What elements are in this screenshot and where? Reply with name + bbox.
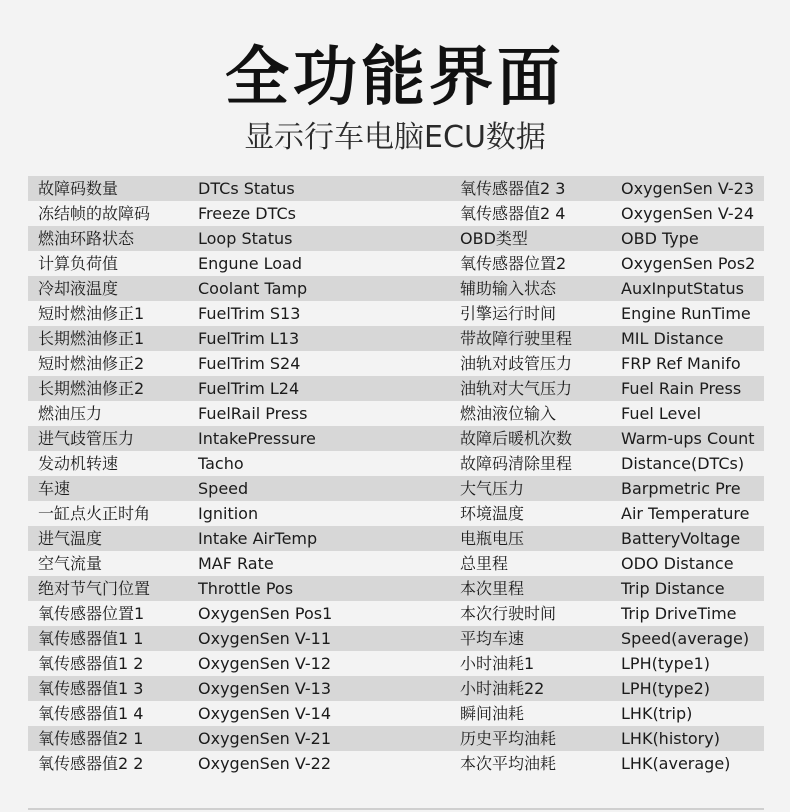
param-name-cn-right: 故障后暖机次数 <box>460 429 573 448</box>
param-name-cn-left: 燃油环路状态 <box>38 229 135 248</box>
table-row <box>28 701 764 726</box>
param-name-en-left: Throttle Pos <box>198 579 294 598</box>
param-name-en-right: FRP Ref Manifo <box>621 354 741 373</box>
param-name-en-right: Speed(average) <box>621 629 750 648</box>
param-name-cn-left: 冻结帧的故障码 <box>38 204 151 223</box>
param-name-cn-left: 空气流量 <box>38 554 103 573</box>
param-name-en-right: Warm-ups Count <box>621 429 755 448</box>
param-name-en-right: OxygenSen Pos2 <box>621 254 756 273</box>
param-name-en-left: Coolant Tamp <box>198 279 308 298</box>
table-row <box>28 751 764 776</box>
param-name-cn-left: 氧传感器值2 2 <box>38 754 144 773</box>
param-name-cn-right: 氧传感器值2 4 <box>460 204 566 223</box>
param-name-en-left: OxygenSen Pos1 <box>198 604 333 623</box>
param-name-cn-right: 环境温度 <box>460 504 525 523</box>
param-name-cn-right: 引擎运行时间 <box>460 304 557 323</box>
param-name-en-right: Barpmetric Pre <box>621 479 741 498</box>
param-name-en-left: Freeze DTCs <box>198 204 296 223</box>
param-name-cn-left: 冷却液温度 <box>38 279 119 298</box>
param-name-cn-right: 油轨对大气压力 <box>460 379 573 398</box>
param-name-en-left: MAF Rate <box>198 554 274 573</box>
param-name-cn-right: 氧传感器值2 3 <box>460 179 566 198</box>
param-name-cn-right: 油轨对歧管压力 <box>460 354 573 373</box>
param-name-cn-left: 氧传感器值1 1 <box>38 629 144 648</box>
param-name-en-right: BatteryVoltage <box>621 529 741 548</box>
param-name-cn-right: 总里程 <box>460 554 509 573</box>
table-row <box>28 576 764 601</box>
ecu-data-table <box>28 176 764 776</box>
page-subtitle: 显示行车电脑ECU数据 <box>244 120 546 155</box>
table-row <box>28 551 764 576</box>
param-name-en-right: OxygenSen V-24 <box>621 204 755 223</box>
table-row <box>28 676 764 701</box>
table-row <box>28 726 764 751</box>
param-name-cn-left: 氧传感器位置1 <box>38 604 145 623</box>
table-row <box>28 651 764 676</box>
table-row <box>28 426 764 451</box>
param-name-en-right: Fuel Rain Press <box>621 379 742 398</box>
param-name-cn-right: 平均车速 <box>460 629 525 648</box>
param-name-cn-left: 短时燃油修正2 <box>38 354 145 373</box>
table-row <box>28 226 764 251</box>
param-name-en-right: AuxInputStatus <box>621 279 744 298</box>
param-name-en-right: LHK(trip) <box>621 704 693 723</box>
param-name-en-left: OxygenSen V-12 <box>198 654 332 673</box>
table-row <box>28 626 764 651</box>
param-name-cn-left: 氧传感器值1 3 <box>38 679 144 698</box>
param-name-en-right: Trip Distance <box>621 579 725 598</box>
param-name-en-left: Ignition <box>198 504 259 523</box>
param-name-en-left: OxygenSen V-11 <box>198 629 332 648</box>
param-name-en-left: Speed <box>198 479 249 498</box>
param-name-cn-left: 进气歧管压力 <box>38 429 135 448</box>
param-name-cn-right: 本次里程 <box>460 579 525 598</box>
param-name-en-left: Engune Load <box>198 254 302 273</box>
param-name-cn-left: 发动机转速 <box>38 454 119 473</box>
param-name-cn-right: 电瓶电压 <box>460 529 525 548</box>
table-row <box>28 176 764 201</box>
param-name-cn-right: 瞬间油耗 <box>460 704 525 723</box>
table-row <box>28 251 764 276</box>
param-name-en-right: OBD Type <box>621 229 699 248</box>
table-row <box>28 201 764 226</box>
param-name-en-right: Trip DriveTime <box>621 604 737 623</box>
bottom-divider <box>28 808 764 810</box>
param-name-cn-left: 短时燃油修正1 <box>38 304 145 323</box>
param-name-cn-right: 氧传感器位置2 <box>460 254 567 273</box>
table-row <box>28 376 764 401</box>
param-name-en-right: Fuel Level <box>621 404 702 423</box>
table-row <box>28 526 764 551</box>
param-name-en-left: FuelTrim L13 <box>198 329 300 348</box>
param-name-en-left: OxygenSen V-13 <box>198 679 332 698</box>
param-name-en-right: LHK(history) <box>621 729 720 748</box>
param-name-cn-right: 小时油耗22 <box>460 679 545 698</box>
param-name-en-right: LHK(average) <box>621 754 731 773</box>
param-name-cn-left: 一缸点火正时角 <box>38 504 151 523</box>
param-name-en-left: FuelTrim S13 <box>198 304 301 323</box>
param-name-en-right: Air Temperature <box>621 504 750 523</box>
table-row <box>28 476 764 501</box>
param-name-en-left: FuelTrim L24 <box>198 379 300 398</box>
table-row <box>28 351 764 376</box>
param-name-en-left: DTCs Status <box>198 179 295 198</box>
param-name-cn-right: 带故障行驶里程 <box>460 329 573 348</box>
param-name-en-left: FuelRail Press <box>198 404 308 423</box>
param-name-en-right: MIL Distance <box>621 329 724 348</box>
param-name-cn-right: 本次平均油耗 <box>460 754 557 773</box>
param-name-en-left: Intake AirTemp <box>198 529 318 548</box>
table-row <box>28 301 764 326</box>
param-name-en-right: Distance(DTCs) <box>621 454 745 473</box>
param-name-en-right: ODO Distance <box>621 554 734 573</box>
param-name-cn-right: 燃油液位输入 <box>460 404 557 423</box>
param-name-cn-left: 故障码数量 <box>38 179 119 198</box>
param-name-en-left: FuelTrim S24 <box>198 354 301 373</box>
param-name-en-right: Engine RunTime <box>621 304 751 323</box>
param-name-cn-left: 车速 <box>38 479 71 498</box>
param-name-cn-right: 历史平均油耗 <box>460 729 557 748</box>
param-name-cn-left: 进气温度 <box>38 529 103 548</box>
param-name-cn-left: 氧传感器值1 4 <box>38 704 144 723</box>
param-name-en-left: OxygenSen V-21 <box>198 729 332 748</box>
param-name-en-left: Tacho <box>198 454 244 473</box>
table-row <box>28 326 764 351</box>
param-name-cn-right: 辅助输入状态 <box>460 279 557 298</box>
param-name-en-left: IntakePressure <box>198 429 316 448</box>
param-name-cn-left: 氧传感器值2 1 <box>38 729 144 748</box>
param-name-en-right: LPH(type2) <box>621 679 710 698</box>
table-row <box>28 451 764 476</box>
param-name-en-left: Loop Status <box>198 229 293 248</box>
param-name-cn-right: OBD类型 <box>460 229 528 248</box>
param-name-cn-left: 长期燃油修正2 <box>38 379 145 398</box>
param-name-cn-right: 本次行驶时间 <box>460 604 557 623</box>
page-title: 全功能界面 <box>225 41 565 115</box>
param-name-cn-left: 长期燃油修正1 <box>38 329 145 348</box>
param-name-cn-left: 计算负荷值 <box>38 254 119 273</box>
table-row <box>28 276 764 301</box>
table-row <box>28 601 764 626</box>
param-name-cn-left: 氧传感器值1 2 <box>38 654 144 673</box>
param-name-cn-right: 大气压力 <box>460 479 525 498</box>
param-name-en-left: OxygenSen V-22 <box>198 754 332 773</box>
param-name-cn-left: 绝对节气门位置 <box>38 579 151 598</box>
param-name-en-left: OxygenSen V-14 <box>198 704 332 723</box>
table-row <box>28 401 764 426</box>
param-name-en-right: OxygenSen V-23 <box>621 179 755 198</box>
param-name-en-right: LPH(type1) <box>621 654 710 673</box>
table-row <box>28 501 764 526</box>
param-name-cn-right: 小时油耗1 <box>460 654 535 673</box>
param-name-cn-right: 故障码清除里程 <box>460 454 573 473</box>
param-name-cn-left: 燃油压力 <box>38 404 103 423</box>
